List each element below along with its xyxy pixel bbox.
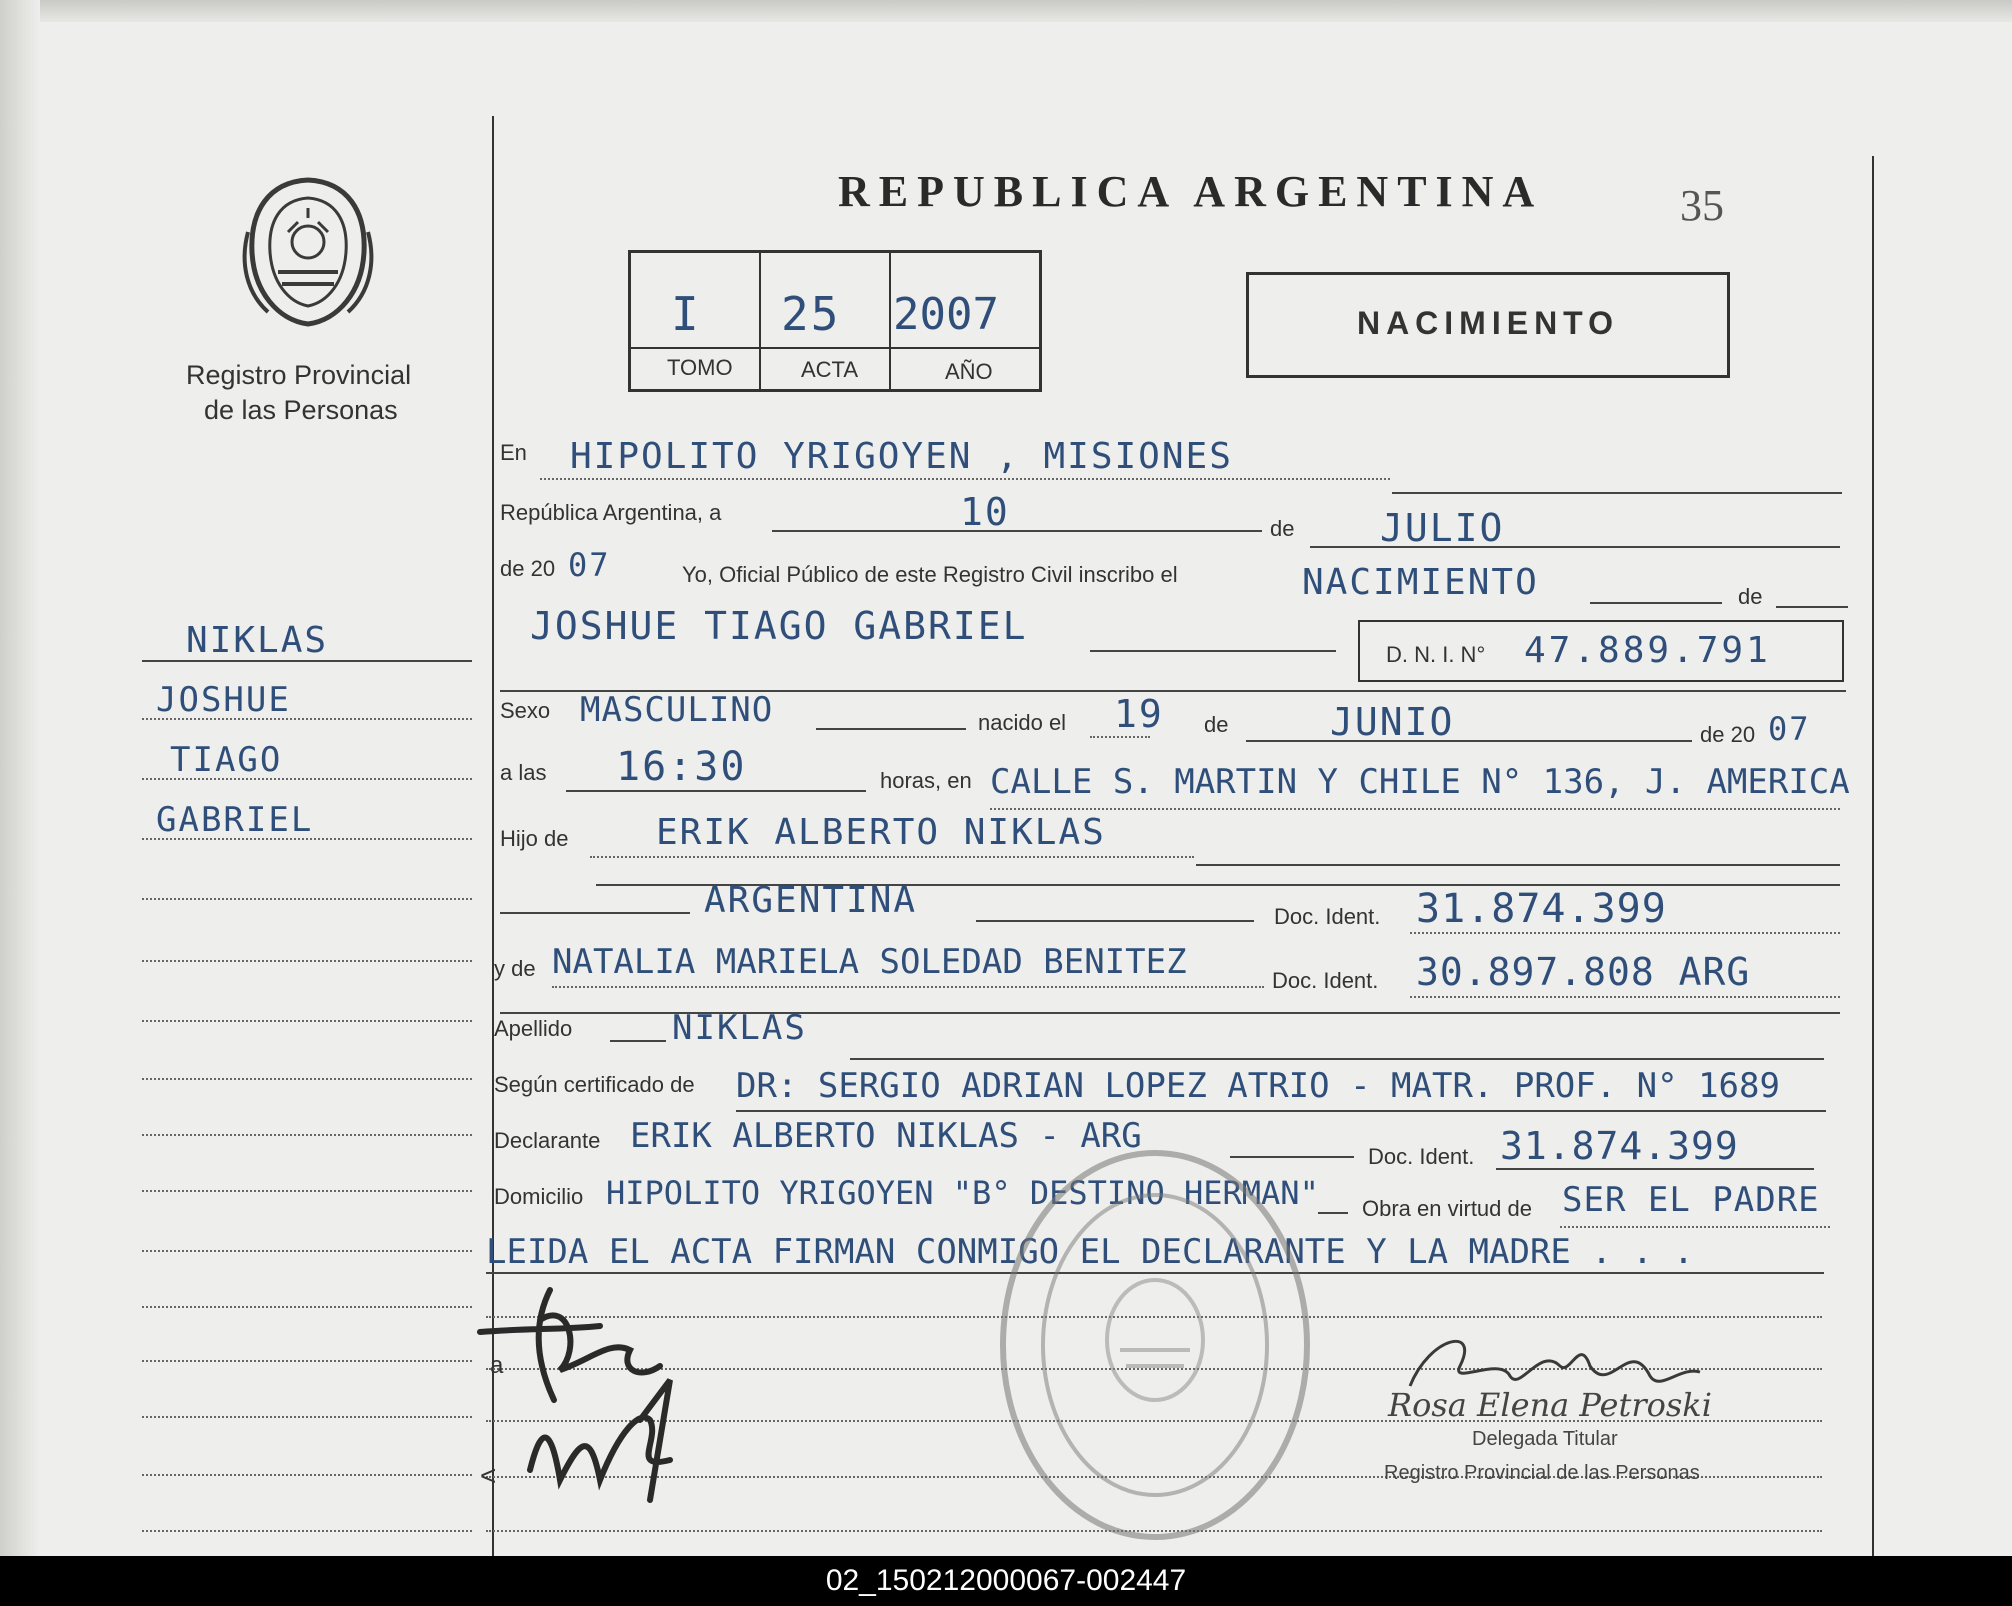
margin-line xyxy=(142,960,472,962)
misiones-coat-of-arms-logo xyxy=(238,172,378,332)
act-type-line xyxy=(1590,602,1722,604)
dni-value: 47.889.791 xyxy=(1524,630,1771,671)
father-line-end xyxy=(1196,864,1840,866)
sexo-line xyxy=(816,728,966,730)
yde-label: y de xyxy=(494,956,536,981)
statement-text: Yo, Oficial Público de este Registro Civil inscribo el xyxy=(682,562,1178,587)
margin-line xyxy=(142,898,472,900)
place-line xyxy=(540,478,1390,480)
reference-divider xyxy=(889,253,891,389)
doc-ident-label-2: Doc. Ident. xyxy=(1272,968,1379,993)
margin-line xyxy=(142,1250,472,1252)
declarant-signature xyxy=(470,1270,750,1540)
de20-label-2: de 20 xyxy=(1700,722,1756,747)
mother-name-value: NATALIA MARIELA SOLEDAD BENITEZ xyxy=(552,942,1187,982)
margin-line xyxy=(142,778,472,780)
domicilio-value: HIPOLITO YRIGOYEN "B° DESTINO HERMAN" xyxy=(606,1174,1319,1212)
official-name: Rosa Elena Petroski xyxy=(1388,1386,1712,1424)
place-line-end xyxy=(1392,492,1842,494)
father-nationality-value: ARGENTINA xyxy=(704,880,918,921)
alas-label: a las xyxy=(500,760,547,785)
sexo-value: MASCULINO xyxy=(580,690,774,730)
certificate-value: DR: SERGIO ADRIAN LOPEZ ATRIO - MATR. PROF. N° 1689 xyxy=(736,1066,1780,1106)
margin-name-3: GABRIEL xyxy=(156,800,314,840)
declarante-label: Declarante xyxy=(494,1128,601,1153)
declarant-value: ERIK ALBERTO NIKLAS - ARG xyxy=(630,1116,1142,1156)
birth-place-value: CALLE S. MARTIN Y CHILE N° 136, J. AMERICA xyxy=(990,762,1850,802)
dni-box xyxy=(1358,620,1844,682)
birth-time-value: 16:30 xyxy=(616,744,747,790)
margin-line xyxy=(142,1190,472,1192)
de-label: de xyxy=(1270,516,1295,541)
record-type-box xyxy=(1246,272,1730,378)
page-top-shadow xyxy=(0,0,2012,22)
day-line xyxy=(772,530,1262,532)
official-title: Delegada Titular xyxy=(1472,1428,1618,1450)
margin-line xyxy=(142,1360,472,1362)
de-label-3: de xyxy=(1204,712,1229,737)
father-doc-line xyxy=(1410,932,1840,934)
margin-line xyxy=(142,1078,472,1080)
image-id-footer: 02_150212000067-002447 xyxy=(0,1556,2012,1606)
horas-label: horas, en xyxy=(880,768,972,793)
dni-label: D. N. I. N° xyxy=(1386,642,1486,667)
sexo-label: Sexo xyxy=(500,698,551,723)
month-value: JULIO xyxy=(1380,506,1505,550)
margin-line xyxy=(142,1474,472,1476)
country-title: REPUBLICA ARGENTINA xyxy=(838,167,1544,216)
mother-doc-line xyxy=(1410,996,1840,998)
mother-line xyxy=(552,986,1264,988)
birth-day-value: 19 xyxy=(1114,692,1164,736)
nacido-label: nacido el xyxy=(978,710,1067,735)
margin-surname: NIKLAS xyxy=(186,620,329,661)
segun-label: Según certificado de xyxy=(494,1072,695,1097)
day-value: 10 xyxy=(960,490,1010,534)
margin-line xyxy=(142,660,472,662)
anio-value: 2007 xyxy=(893,289,999,340)
father-line xyxy=(590,856,1194,858)
acta-value: 25 xyxy=(781,287,841,341)
domicilio-line xyxy=(1318,1212,1348,1214)
domicilio-label: Domicilio xyxy=(494,1184,584,1209)
certificate-line xyxy=(736,1110,1826,1112)
margin-line xyxy=(142,1020,472,1022)
place-value: HIPOLITO YRIGOYEN , MISIONES xyxy=(570,436,1233,477)
full-name-value: JOSHUE TIAGO GABRIEL xyxy=(530,604,1028,648)
de20-label: de 20 xyxy=(500,556,556,581)
signature-mark-a: a xyxy=(490,1352,504,1379)
doc-ident-label-1: Doc. Ident. xyxy=(1274,904,1381,929)
de-label-2: de xyxy=(1738,584,1763,609)
reference-label-row xyxy=(631,347,1039,349)
father-name-value: ERIK ALBERTO NIKLAS xyxy=(656,812,1106,853)
birth-year-suffix: 07 xyxy=(1768,710,1811,748)
anio-label: AÑO xyxy=(945,359,993,384)
apellido-line-start xyxy=(610,1040,666,1042)
registry-name-line1: Registro Provincial xyxy=(186,360,412,390)
doc-ident-label-3: Doc. Ident. xyxy=(1368,1144,1475,1169)
hijo-label: Hijo de xyxy=(500,826,569,851)
time-line xyxy=(566,790,866,792)
full-name-line xyxy=(1090,650,1336,652)
year-suffix: 07 xyxy=(568,546,611,584)
margin-name-1: JOSHUE xyxy=(156,680,291,720)
obra-line xyxy=(1560,1226,1830,1228)
official-office: Registro Provincial de las Personas xyxy=(1384,1462,1700,1484)
nationality-line xyxy=(976,920,1254,922)
birth-place-line xyxy=(990,808,1840,810)
republica-label: República Argentina, a xyxy=(500,500,722,525)
registry-name-line2: de las Personas xyxy=(204,395,398,425)
mother-doc-value: 30.897.808 ARG xyxy=(1416,950,1751,994)
signature-mark-b: < xyxy=(480,1460,497,1491)
en-label: En xyxy=(500,440,527,465)
acta-label: ACTA xyxy=(801,357,859,382)
margin-line xyxy=(142,718,472,720)
birth-month-line xyxy=(1246,740,1692,742)
right-border-line xyxy=(1872,156,1874,1556)
birth-month-value: JUNIO xyxy=(1330,700,1455,744)
margin-line xyxy=(142,1416,472,1418)
birth-day-line xyxy=(1090,736,1150,738)
official-stamp xyxy=(990,1140,1320,1550)
reference-divider xyxy=(759,253,761,389)
apellido-line xyxy=(850,1058,1824,1060)
page-binding-edge xyxy=(0,0,40,1556)
margin-line xyxy=(142,838,472,840)
act-type-value: NACIMIENTO xyxy=(1302,562,1539,603)
margin-name-2: TIAGO xyxy=(170,740,283,780)
father-doc-value: 31.874.399 xyxy=(1416,886,1667,932)
margin-line xyxy=(142,1530,472,1532)
nationality-line-start xyxy=(500,912,690,914)
obra-label: Obra en virtud de xyxy=(1362,1196,1532,1221)
apellido-value: NIKLAS xyxy=(672,1008,807,1048)
margin-line xyxy=(142,1306,472,1308)
reference-box xyxy=(628,250,1042,392)
declarant-doc-value: 31.874.399 xyxy=(1500,1124,1739,1168)
closing-text: LEIDA EL ACTA FIRMAN CONMIGO EL DECLARANTE Y LA MADRE . . . xyxy=(486,1232,1694,1272)
record-type: NACIMIENTO xyxy=(1356,305,1620,341)
de-line xyxy=(1776,606,1848,608)
page-number: 35 xyxy=(1680,181,1724,230)
margin-line xyxy=(142,1134,472,1136)
apellido-label: Apellido xyxy=(494,1016,573,1041)
declarant-doc-line xyxy=(1496,1168,1814,1170)
tomo-value: I xyxy=(671,287,701,341)
tomo-label: TOMO xyxy=(667,355,733,380)
obra-value: SER EL PADRE xyxy=(1562,1180,1820,1220)
